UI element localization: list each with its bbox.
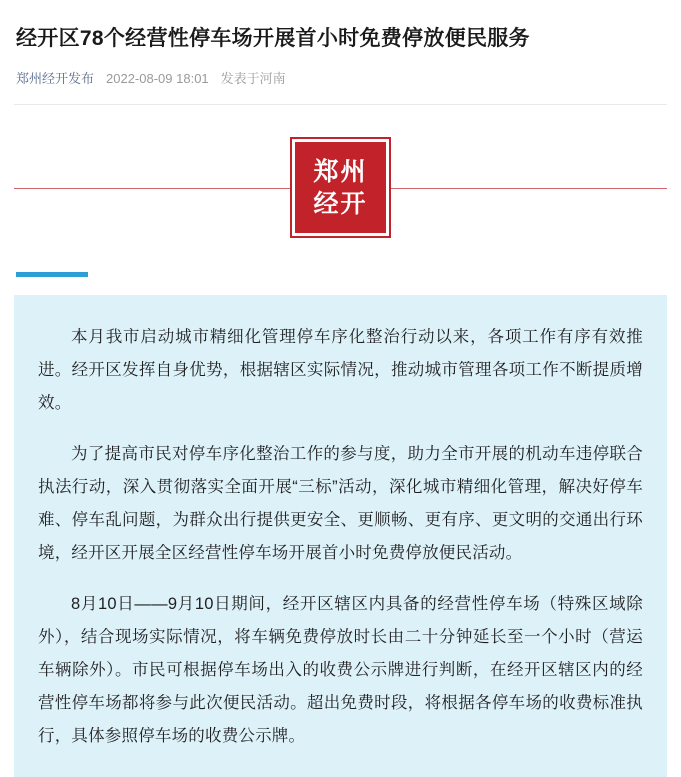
body-paragraph: 8月10日——9月10日期间，经开区辖区内具备的经营性停车场（特殊区域除外），结合现场实际情况，将车辆免费停放时长由二十分钟延长至一个小时（营运车辆除外）。市民可根据停车场出入的收费公示牌进行判断，在经开区辖区内的经营性停车场都将参与此次便民活动。超出免费时段，将根据各停车场的收费标准执行，具体参照停车场的收费公示牌。	[38, 595, 643, 745]
body-paragraph: 本月我市启动城市精细化管理停车序化整治行动以来，各项工作有序有效推进。经开区发挥自身优势，根据辖区实际情况，推动城市管理各项工作不断提质增效。	[38, 328, 643, 412]
article-page	[0, 24, 681, 777]
article-body	[14, 295, 667, 777]
zhengzhou-jingkai-logo-icon	[292, 139, 389, 236]
page-title: 经开区78个经营性停车场开展首小时免费停放便民服务	[16, 27, 530, 50]
meta-datetime: 2022-08-09 18:01	[106, 71, 209, 86]
logo-line-one: 郑州	[313, 156, 368, 186]
body-paragraph: 为了提高市民对停车序化整治工作的参与度，助力全市开展的机动车违停联合执法行动，深入贯彻落实全面开展“三标”活动，深化城市精细化管理，解决好停车难、停车乱问题，为群众出行提供更安全、更顺畅、更有序、更文明的交通出行环境，经开区开展全区经营性停车场开展首小时免费停放便民活动。	[38, 445, 643, 562]
logo-line-two: 经开	[313, 188, 368, 218]
article-meta	[16, 70, 667, 88]
section-accent-bar	[16, 272, 88, 277]
header-divider	[14, 104, 667, 105]
brand-logo-block	[14, 139, 667, 236]
meta-location: 发表于河南	[220, 71, 286, 86]
meta-source[interactable]: 郑州经开发布	[16, 71, 95, 86]
